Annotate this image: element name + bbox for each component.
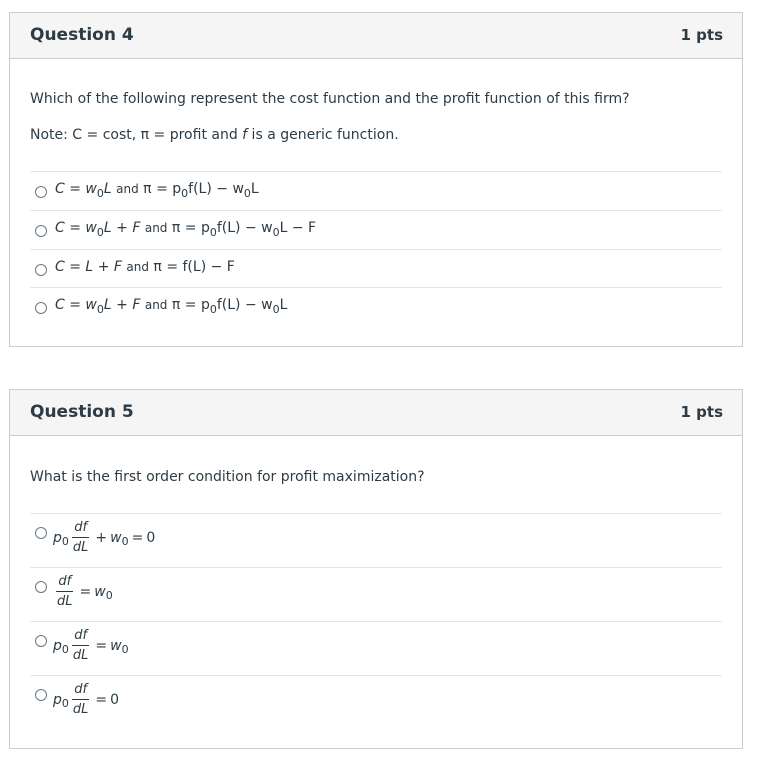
answer-label: $C = w_0L$ and $\pi = p_0f(L) - w_0L$ [55,181,259,200]
answer-option[interactable] [30,287,722,325]
radio-button[interactable] [35,186,47,198]
question-note: Note: C = cost, π = profit and f is a generic function. [30,127,399,143]
question-header [10,13,742,59]
answer-option[interactable] [30,171,722,210]
question-title: Question 5 [30,402,134,422]
question-card-4 [9,12,743,347]
answer-label: $\frac{df}{dL}$ = w 0 [57,574,113,609]
radio-button[interactable] [35,225,47,237]
question-points: 1 pts [680,403,723,421]
radio-button[interactable] [35,581,47,593]
answer-label: C = L + F and π = f(L) − F [55,259,235,275]
question-text: Which of the following represent the cost function and the profit function of this firm? [30,91,630,107]
question-text: What is the first order condition for profit maximization? [30,469,425,485]
answer-label: $C = w_0L + F$ and $\pi = p_0f(L) - w_0L - F$ [55,220,317,239]
radio-button[interactable] [35,302,47,314]
question-header [10,390,742,436]
answer-label: $C = w_0L + F$ and $\pi = p_0f(L) - w_0L$ [55,297,288,316]
question-points: 1 pts [680,26,723,44]
question-title: Question 4 [30,25,134,45]
answer-option[interactable] [30,621,722,675]
answer-option[interactable] [30,513,722,567]
radio-button[interactable] [35,264,47,276]
answer-option[interactable] [30,249,722,287]
radio-button[interactable] [35,527,47,539]
answer-label: p 0 $\frac{df}{dL}$ + w 0 = 0 [53,520,156,555]
answer-label: p 0 $\frac{df}{dL}$ = w 0 [53,628,129,663]
answer-label: p 0 $\frac{df}{dL}$ = 0 [53,682,120,717]
answer-option[interactable] [30,567,722,621]
radio-button[interactable] [35,689,47,701]
answer-option[interactable] [30,210,722,249]
question-card-5 [9,389,743,749]
answer-option[interactable] [30,675,722,729]
radio-button[interactable] [35,635,47,647]
